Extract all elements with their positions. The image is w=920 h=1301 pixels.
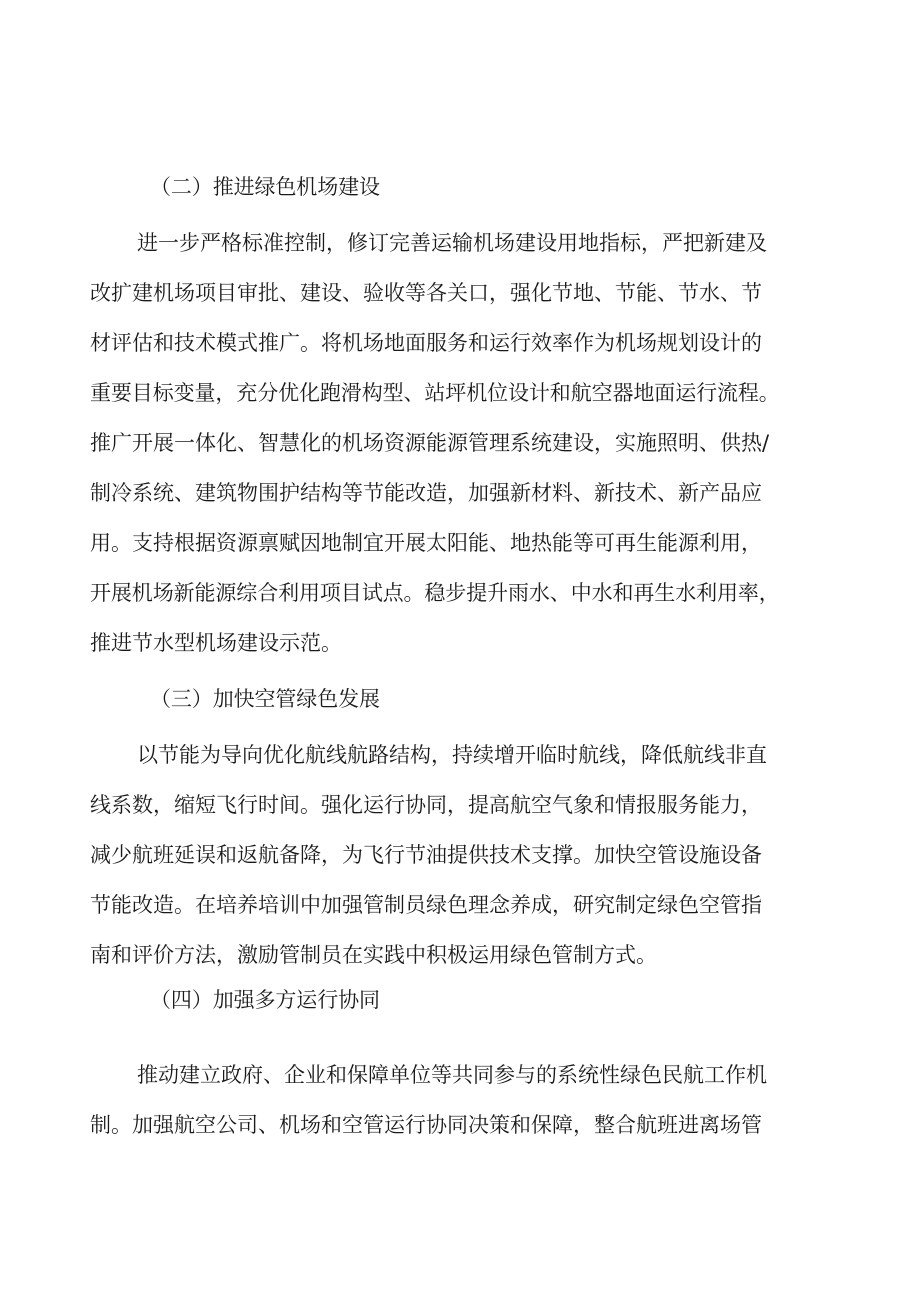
- paragraph-line: 以节能为导向优化航线航路结构，持续增开临时航线，降低航线非直: [137, 743, 767, 767]
- paragraph-line: 改扩建机场项目审批、建设、验收等各关口，强化节地、节能、节水、节: [90, 281, 762, 305]
- paragraph-line: 重要目标变量，充分优化跑滑构型、站坪机位设计和航空器地面运行流程。: [90, 381, 780, 405]
- paragraph-line: 材评估和技术模式推广。将机场地面服务和运行效率作为机场规划设计的: [90, 331, 762, 355]
- paragraph-line: 推进节水型机场建设示范。: [90, 631, 342, 655]
- paragraph-line: 线系数，缩短飞行时间。强化运行协同，提高航空气象和情报服务能力，: [90, 793, 762, 817]
- paragraph-line: 制冷系统、建筑物围护结构等节能改造，加强新材料、新技术、新产品应: [90, 481, 762, 505]
- paragraph-line: 节能改造。在培养培训中加强管制员绿色理念养成，研究制定绿色空管指: [90, 893, 762, 917]
- paragraph-line: 用。支持根据资源禀赋因地制宜开展太阳能、地热能等可再生能源利用，: [90, 531, 762, 555]
- section-heading: （二）推进绿色机场建设: [150, 175, 380, 199]
- paragraph-line: 减少航班延误和返航备降，为飞行节油提供技术支撑。加快空管设施设备: [90, 843, 762, 867]
- paragraph-line: 南和评价方法，激励管制员在实践中积极运用绿色管制方式。: [90, 943, 657, 967]
- section-heading: （四）加强多方运行协同: [150, 988, 380, 1012]
- paragraph-line: 推广开展一体化、智慧化的机场资源能源管理系统建设，实施照明、供热/: [90, 431, 770, 455]
- paragraph-line: 推动建立政府、企业和保障单位等共同参与的系统性绿色民航工作机: [137, 1063, 767, 1087]
- paragraph-line: 进一步严格标准控制，修订完善运输机场建设用地指标，严把新建及: [137, 231, 767, 255]
- paragraph-line: 开展机场新能源综合利用项目试点。稳步提升雨水、中水和再生水利用率，: [90, 581, 780, 605]
- section-heading: （三）加快空管绿色发展: [150, 687, 380, 711]
- paragraph-line: 制。加强航空公司、机场和空管运行协同决策和保障，整合航班进离场管: [90, 1113, 762, 1137]
